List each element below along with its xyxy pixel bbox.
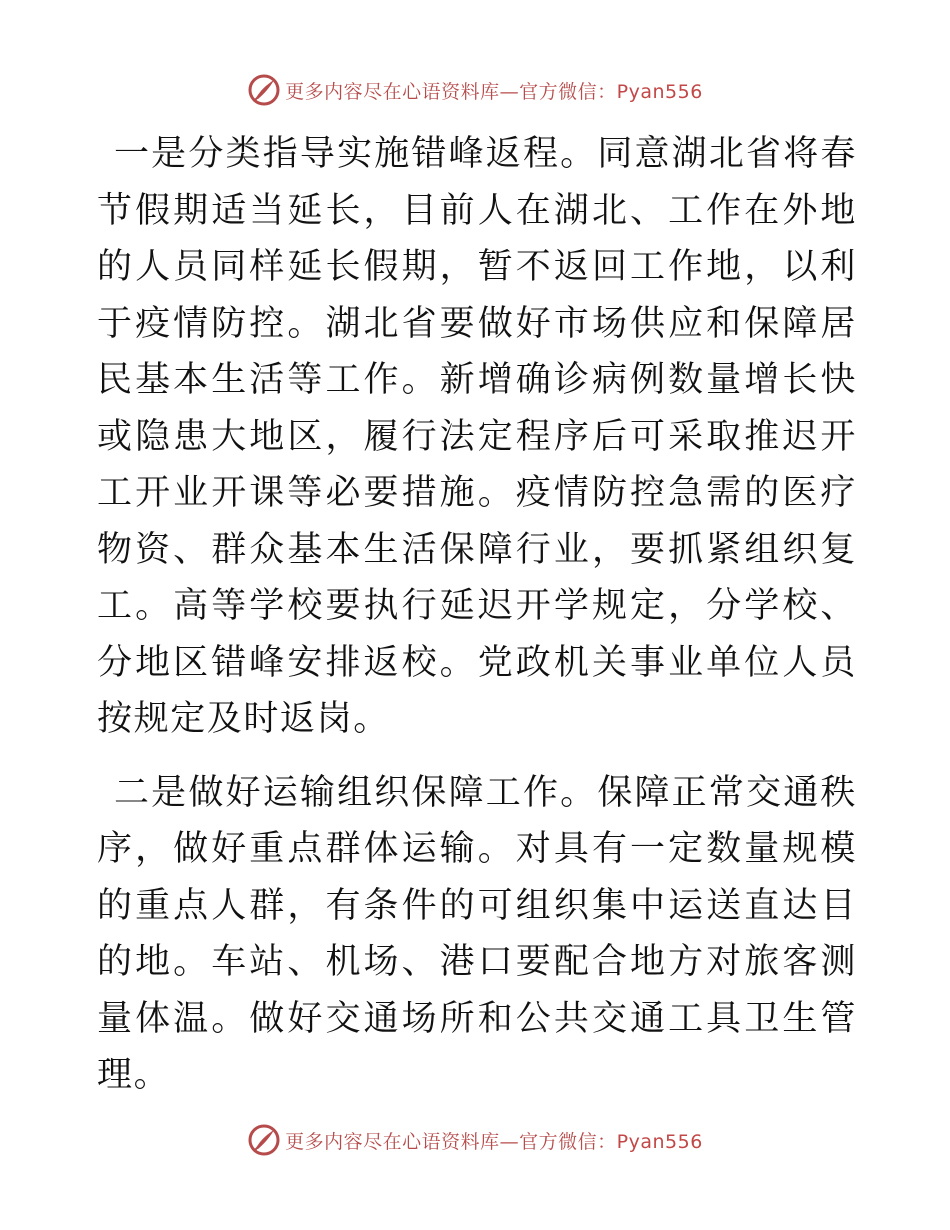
watermark-id: Pyan556 [616, 80, 703, 103]
logo-icon [247, 1123, 281, 1157]
paragraph-1: 一是分类指导实施错峰返程。同意湖北省将春节假期适当延长，目前人在湖北、工作在外地的人员同样延长假期，暂不返回工作地，以利于疫情防控。湖北省要做好市场供应和保障居民基本生活等工作。新增确诊病例数量增长快或隐患大地区，履行法定程序后可采取推迟开工开业开课等必要措施。疫情防控急需的医疗物资、群众基本生活保障行业，要抓紧组织复工。高等学校要执行延迟开学规定，分学校、分地区错峰安排返校。党政机关事业单位人员按规定及时返岗。 [97, 134, 857, 739]
header-watermark [0, 70, 950, 110]
watermark-id: Pyan556 [616, 1130, 703, 1153]
paragraph-2: 二是做好运输组织保障工作。保障正常交通秩序，做好重点群体运输。对具有一定数量规模的重点人群，有条件的可组织集中运送直达目的地。车站、机场、港口要配合地方对旅客测量体温。做好交通场所和公共交通工具卫生管理。 [97, 772, 857, 1095]
document-body [97, 126, 857, 1104]
logo-icon [247, 73, 281, 107]
footer-watermark [0, 1120, 950, 1160]
watermark-text: 更多内容尽在心语资料库—官方微信：Pyan556 [285, 1130, 703, 1153]
watermark-text: 更多内容尽在心语资料库—官方微信：Pyan556 [285, 80, 703, 103]
